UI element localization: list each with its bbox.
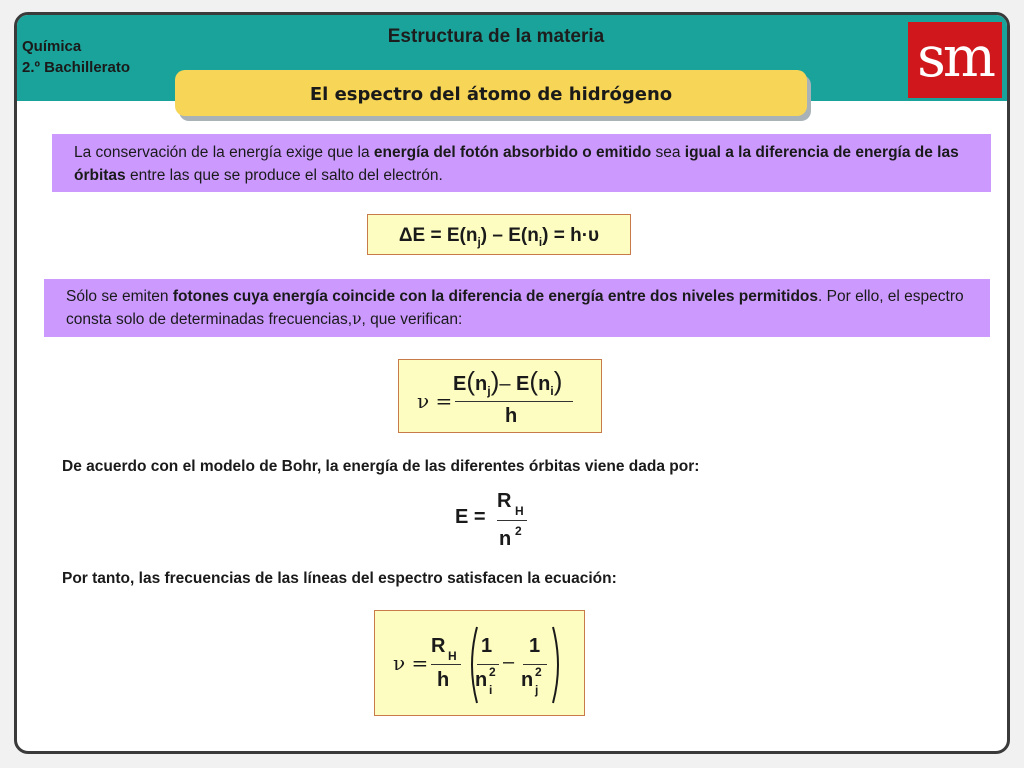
bohr-model-text: De acuerdo con el modelo de Bohr, la energía de las diferentes órbitas viene dada por: — [62, 458, 700, 475]
subject-name: Química — [22, 38, 82, 55]
eq-subscript: i — [550, 384, 554, 398]
eq-exponent-2: 2 — [535, 665, 542, 679]
eq-n-2: n — [521, 669, 534, 691]
emitted-photons-box — [44, 279, 990, 337]
fraction-bar — [497, 520, 527, 521]
bohr-energy-equation — [455, 490, 545, 550]
section-subtitle: El espectro del átomo de hidrógeno — [309, 84, 673, 105]
subject-label — [22, 36, 130, 78]
eq-part: ) – E(n — [480, 225, 539, 246]
course-name: 2.º Bachillerato — [22, 59, 131, 76]
eq-part: ) = h·υ — [542, 225, 600, 246]
fraction-bar — [455, 401, 573, 402]
eq-minus: – — [499, 373, 511, 395]
page-title: Estructura de la materia — [387, 26, 605, 47]
paren-close: ) — [490, 366, 500, 396]
eq-part: ΔE = E(n — [398, 225, 478, 246]
right-paren — [551, 625, 565, 705]
text-fragment: Sólo se emiten — [66, 288, 173, 305]
eq-n-1: n — [475, 669, 488, 691]
eq-subscript: j — [487, 384, 491, 398]
fraction-bar — [431, 664, 461, 665]
eq-part: E — [453, 373, 467, 395]
eq-lhs: E = — [455, 506, 486, 528]
eq-subscript-j: j — [535, 683, 539, 697]
section-subtitle-banner — [175, 70, 807, 116]
sm-logo: sm — [908, 22, 1002, 98]
eq-part: n — [538, 373, 551, 395]
frequency-equation — [398, 359, 602, 433]
eq-subscript: i — [538, 235, 543, 249]
text-fragment: . Por ello, el espectro consta solo de determinadas frecuencias, — [66, 288, 964, 328]
eq-subscript-H: H — [515, 504, 524, 518]
eq-part: E — [516, 373, 530, 395]
eq-part: n — [475, 373, 488, 395]
eq-exponent: 2 — [515, 524, 522, 538]
nu-symbol: ν — [352, 310, 362, 328]
eq-one-2: 1 — [529, 635, 541, 657]
spectrum-lines-text: Por tanto, las frecuencias de las líneas del espectro satisfacen la ecuación: — [62, 570, 617, 587]
eq-denominator-n: n — [499, 528, 512, 550]
text-fragment: entre las que se produce el salto del electrón. — [125, 167, 443, 184]
rydberg-equation — [374, 610, 585, 716]
left-paren — [465, 625, 479, 705]
eq-lhs: ν = — [417, 389, 453, 413]
eq-subscript-i: i — [489, 683, 493, 697]
eq-h: h — [437, 669, 450, 691]
eq-one-1: 1 — [481, 635, 493, 657]
denominator: h — [505, 405, 518, 427]
paren-open: ( — [529, 366, 539, 396]
eq-lhs: ν = — [393, 651, 429, 675]
text-fragment: La conservación de la energía exige que la — [74, 144, 374, 161]
energy-conservation-box — [52, 134, 991, 192]
bold-fragment: fotones cuya energía coincide con la diferencia de energía entre dos niveles permitidos — [172, 288, 819, 305]
numerator — [453, 366, 562, 398]
paren-close: ) — [553, 366, 563, 396]
bold-fragment: igual a la diferencia de energía de las órbitas — [74, 144, 959, 184]
eq-exponent-1: 2 — [489, 665, 496, 679]
text-fragment: sea — [651, 144, 685, 161]
eq-minus: – — [503, 651, 515, 673]
text-fragment: , que verifican: — [361, 311, 463, 328]
energy-difference-equation — [367, 214, 631, 255]
paren-open: ( — [466, 366, 476, 396]
eq-subscript-H: H — [448, 649, 457, 663]
eq-numerator-R: R — [497, 490, 512, 512]
bold-fragment: energía del fotón absorbido o emitido — [373, 144, 652, 161]
eq-subscript: j — [477, 235, 481, 249]
eq-R: R — [431, 635, 446, 657]
